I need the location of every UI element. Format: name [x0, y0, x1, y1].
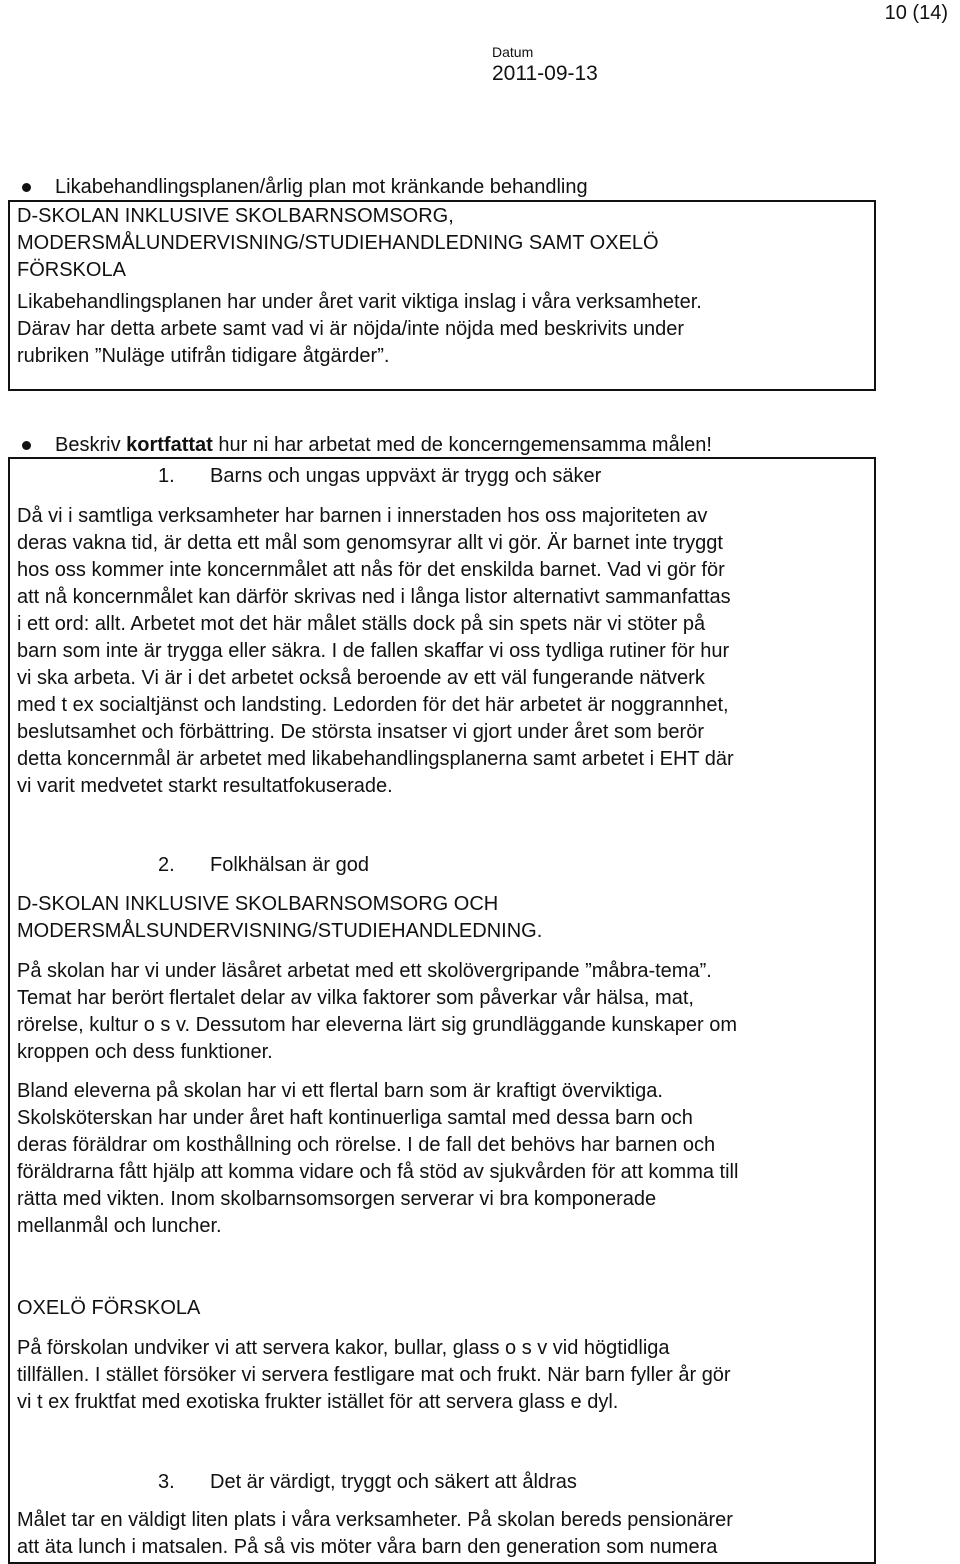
box-title: Likabehandlingsplanen/årlig plan mot kränkande behandling [55, 176, 588, 198]
box-line: Likabehandlingsplanen har under året varit viktiga inslag i våra verksamheter. [17, 291, 702, 313]
text-line: mellanmål och luncher. [17, 1215, 222, 1237]
section2-para3 [17, 1335, 731, 1416]
section1-heading: Barns och ungas uppväxt är trygg och säker [210, 465, 602, 487]
text-line: vi t ex fruktfat med exotiska frukter istället för att servera glass e dyl. [17, 1391, 619, 1413]
section1-body [17, 503, 734, 800]
text-line: Målet tar en väldigt liten plats i våra verksamheter. På skolan bereds pensionärer [17, 1509, 733, 1531]
text-line: Då vi i samtliga verksamheter har barnen i innerstaden hos oss majoriteten av [17, 505, 708, 527]
text-line: kroppen och dess funktioner. [17, 1041, 273, 1063]
section3-number: 3. [158, 1471, 175, 1493]
section3-body [17, 1507, 733, 1561]
text-line: tillfällen. I stället försöker vi servera festligare mat och frukt. När barn fyller år gör [17, 1364, 731, 1386]
koncernmal-box [8, 457, 876, 1564]
oxelo-heading: OXELÖ FÖRSKOLA [17, 1297, 201, 1319]
date-label: Datum [492, 44, 534, 60]
box-line: FÖRSKOLA [17, 259, 126, 281]
text-line: hos oss kommer inte koncernmålet att nås för det enskilda barnet. Vad vi gör för [17, 559, 725, 581]
page-number: 10 (14) [884, 2, 948, 24]
section2-number: 2. [158, 854, 175, 876]
section2-heading: Folkhälsan är god [210, 854, 369, 876]
text-line: beslutsamhet och förbättring. De största insatser vi gjort under året som berör [17, 721, 704, 743]
box-line: D-SKOLAN INKLUSIVE SKOLBARNSOMSORG, [17, 205, 454, 227]
text-line: Skolsköterskan har under året haft kontinuerliga samtal med dessa barn och [17, 1107, 693, 1129]
text-line: På förskolan undviker vi att servera kakor, bullar, glass o s v vid högtidliga [17, 1337, 670, 1359]
section3-heading: Det är värdigt, tryggt och säkert att åldras [210, 1471, 577, 1493]
text-line: barn som inte är trygga eller säkra. I de fallen skaffar vi oss tydliga rutiner för hur [17, 640, 730, 662]
instruction-bold: kortfattat [126, 434, 213, 456]
text-line: med t ex socialtjänst och landsting. Ledorden för det här arbetet är noggrannhet, [17, 694, 729, 716]
section2-para2 [17, 1078, 738, 1240]
text-line: rörelse, kultur o s v. Dessutom har eleverna lärt sig grundläggande kunskaper om [17, 1014, 737, 1036]
text-line: att äta lunch i matsalen. På så vis möter våra barn den generation som numera [17, 1536, 718, 1558]
likabehandling-box [8, 200, 876, 391]
bullet-icon [22, 183, 31, 192]
text-line: att nå koncernmålet kan därför skrivas ned i långa listor alternativt sammanfattas [17, 586, 731, 608]
text-line: På skolan har vi under läsåret arbetat med ett skolövergripande ”måbra-tema”. [17, 960, 712, 982]
text-line: vi ska arbeta. Vi är i det arbetet också beroende av ett väl fungerande nätverk [17, 667, 705, 689]
section1-number: 1. [158, 465, 175, 487]
subtitle-line: D-SKOLAN INKLUSIVE SKOLBARNSOMSORG OCH [17, 893, 499, 915]
instruction-before: Beskriv [55, 434, 127, 456]
box-text [17, 203, 702, 370]
instruction-after: hur ni har arbetat med de koncerngemensamma målen! [212, 434, 712, 456]
instruction-text [55, 432, 712, 459]
box-line: MODERSMÅLUNDERVISNING/STUDIEHANDLEDNING SAMT OXELÖ [17, 232, 659, 254]
text-line: deras vakna tid, är detta ett mål som genomsyrar allt vi gör. Är barnet inte tryggt [17, 532, 723, 554]
box-line: rubriken ”Nuläge utifrån tidigare åtgärder”. [17, 345, 390, 367]
text-line: i ett ord: allt. Arbetet mot det här målet ställs dock på sin spets när vi stöter på [17, 613, 706, 635]
text-line: Temat har berört flertalet delar av vilka faktorer som påverkar vår hälsa, mat, [17, 987, 694, 1009]
text-line: vi varit medvetet starkt resultatfokuserade. [17, 775, 393, 797]
date-value: 2011-09-13 [492, 62, 598, 85]
box-line: Därav har detta arbete samt vad vi är nöjda/inte nöjda med beskrivits under [17, 318, 685, 340]
text-line: föräldrarna fått hjälp att komma vidare och få stöd av sjukvården för att komma till [17, 1161, 739, 1183]
text-line: Bland eleverna på skolan har vi ett flertal barn som är kraftigt överviktiga. [17, 1080, 663, 1102]
section2-subtitle [17, 891, 542, 945]
bullet-icon [22, 441, 31, 450]
text-line: rätta med vikten. Inom skolbarnsomsorgen serverar vi bra komponerade [17, 1188, 657, 1210]
section2-para1 [17, 958, 737, 1066]
text-line: detta koncernmål är arbetet med likabehandlingsplanerna samt arbetet i EHT där [17, 748, 734, 770]
text-line: deras föräldrar om kosthållning och rörelse. I de fall det behövs har barnen och [17, 1134, 716, 1156]
subtitle-line: MODERSMÅLSUNDERVISNING/STUDIEHANDLEDNING. [17, 920, 543, 942]
